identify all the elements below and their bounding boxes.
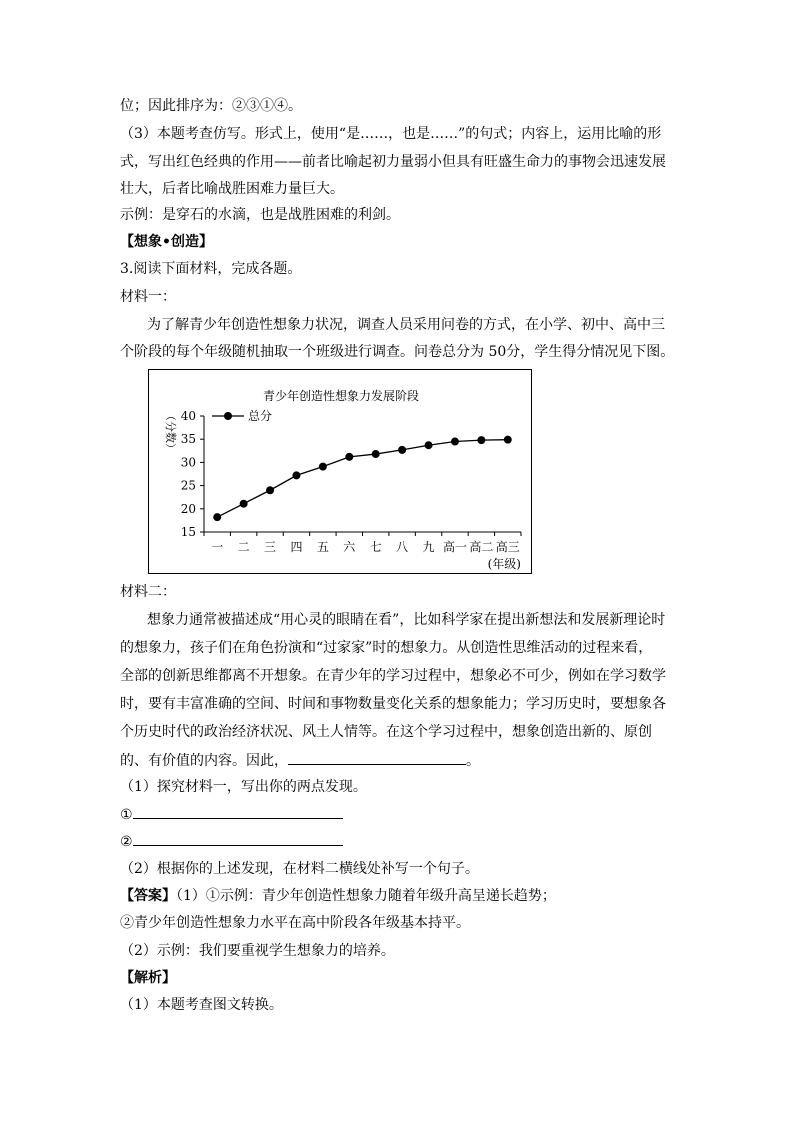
y-tick-label: 20 [180, 501, 196, 516]
text-line: 壮大，后者比喻战胜困难力量巨大。 [120, 181, 344, 197]
text-line: 时，要有丰富准确的空间、时间和事物数量变化关系的想象能力；学习历史时，要想象各 [120, 696, 666, 712]
x-tick-label: 九 [422, 540, 435, 554]
answer-line [120, 886, 556, 906]
legend-marker [224, 412, 232, 420]
data-point [451, 438, 459, 446]
y-axis-label: （分数） [164, 410, 177, 454]
material-label: 材料一： [120, 289, 176, 305]
text-line: （3）本题考查仿写。形式上，使用“是……，也是……”的句式；内容上，运用比喻的形 [120, 126, 662, 142]
answer-line [120, 804, 343, 825]
x-tick-label: 高二 [469, 540, 494, 554]
text-fragment: （1）①示例：青少年创造性想象力随着年级升高呈递长趋势； [176, 888, 556, 904]
x-tick-label: 高三 [495, 540, 520, 554]
data-point [398, 446, 406, 454]
data-point [504, 436, 512, 444]
legend-label: 总分 [248, 409, 273, 423]
line-chart [148, 369, 532, 574]
x-tick-label: 一 [211, 540, 224, 554]
x-tick-label: 四 [290, 540, 303, 554]
data-point [292, 471, 300, 479]
answer-blank[interactable] [288, 750, 466, 765]
y-tick-label: 35 [180, 432, 196, 447]
answer-blank[interactable] [133, 804, 343, 819]
x-tick-label: 高一 [442, 540, 467, 554]
x-tick-label: 八 [396, 540, 409, 554]
series-line [217, 440, 508, 517]
chart-canvas [149, 370, 533, 575]
text-line: 式，写出红色经典的作用——前者比喻起初力量弱小但具有旺盛生命力的事物会迅速发展 [120, 154, 666, 170]
y-tick-label: 30 [180, 455, 196, 470]
text-line [120, 750, 480, 771]
answer-line [120, 831, 343, 852]
text-line: 个阶段的每个年级随机抽取一个班级进行调查。问卷总分为 50分，学生得分情况见下图。 [120, 344, 675, 360]
question-number: 3.阅读下面材料，完成各题。 [120, 261, 302, 277]
sub-question: （1）探究材料一，写出你的两点发现。 [120, 779, 367, 795]
text-fragment: 。 [466, 753, 480, 769]
sub-question: （2）根据你的上述发现，在材料二横线处补写一个句子。 [120, 861, 479, 877]
x-tick-label: 二 [237, 540, 250, 554]
x-axis-unit: (年级) [487, 557, 521, 571]
data-point [372, 450, 380, 458]
text-line: （1）本题考查图文转换。 [120, 997, 283, 1013]
data-point [266, 486, 274, 494]
x-tick-label: 三 [264, 540, 277, 554]
answer-blank[interactable] [133, 831, 343, 846]
text-line: 想象力通常被描述成“用心灵的眼睛在看”，比如科学家在提出新想法和发展新理论时 [147, 612, 666, 628]
text-line: 个历史时代的政治经济状况、风土人情等。在这个学习过程中，想象创造出新的、原创 [120, 724, 652, 740]
circled-number: ① [120, 807, 133, 823]
x-tick-label: 六 [343, 540, 356, 554]
y-tick-label: 40 [180, 409, 196, 423]
data-point [345, 453, 353, 461]
data-point [425, 441, 433, 449]
data-point [477, 436, 485, 444]
data-point [213, 513, 221, 521]
x-tick-label: 五 [316, 540, 329, 554]
text-line: ②青少年创造性想象力水平在高中阶段各年级基本持平。 [120, 915, 470, 931]
data-point [319, 463, 327, 471]
material-label: 材料二： [120, 584, 176, 600]
y-tick-label: 25 [180, 478, 196, 493]
text-line: 为了解青少年创造性想象力状况，调查人员采用问卷的方式，在小学、初中、高中三 [147, 317, 665, 333]
text-line: 全部的创新思维都离不开想象。在青少年的学习过程中，想象必不可少，例如在学习数学 [120, 668, 666, 684]
x-tick-label: 七 [369, 540, 382, 554]
text-line: 位；因此排序为：②③①④。 [120, 98, 302, 114]
data-point [240, 500, 248, 508]
analysis-heading: 【解析】 [120, 970, 176, 986]
text-line: 的想象力，孩子们在角色扮演和“过家家”时的想象力。从创造性思维活动的过程来看， [120, 640, 653, 656]
y-tick-label: 15 [180, 525, 196, 539]
text-line: 示例：是穿石的水滴，也是战胜困难的利剑。 [120, 207, 400, 223]
section-heading: 【想象•创造】 [120, 234, 213, 250]
text-line: （2）示例：我们要重视学生想象力的培养。 [120, 943, 395, 959]
circled-number: ② [120, 834, 133, 850]
answer-heading: 【答案】 [120, 888, 176, 904]
chart-title: 青少年创造性想象力发展阶段 [262, 389, 420, 403]
text-fragment: 的、有价值的内容。因此， [120, 753, 288, 769]
